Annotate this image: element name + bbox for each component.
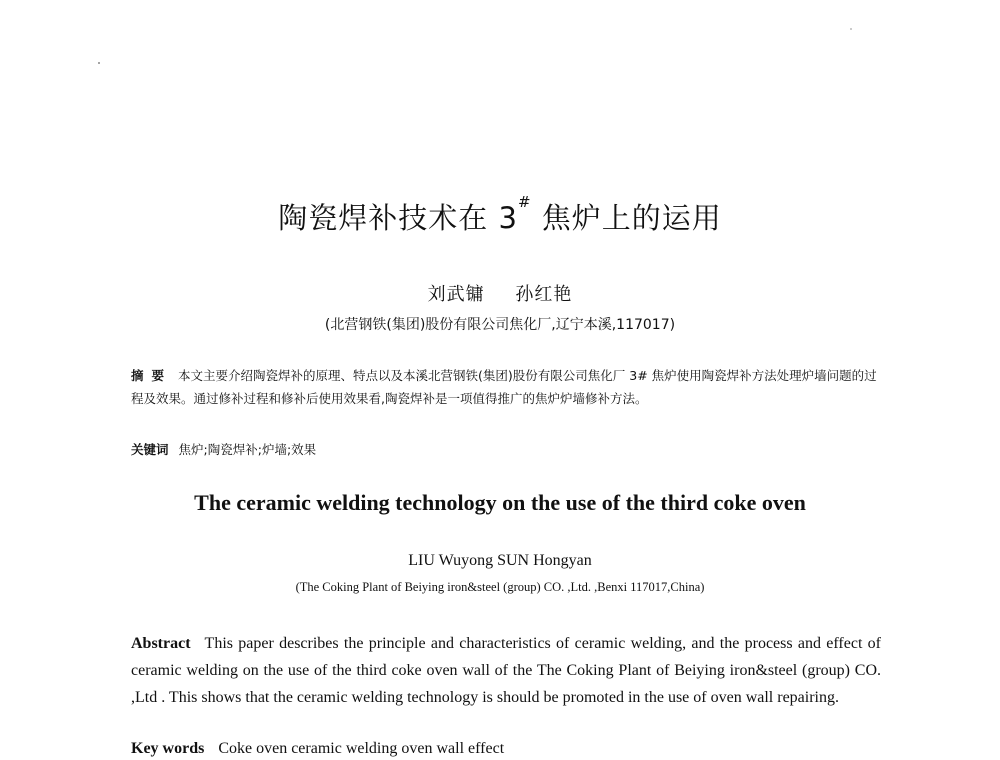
english-abstract [131, 630, 881, 711]
chinese-title [0, 193, 1000, 237]
scan-speck-left [98, 62, 100, 64]
chinese-keywords-label: 关键词 [131, 442, 169, 457]
chinese-keywords-text: 焦炉;陶瓷焊补;炉墙;效果 [178, 442, 317, 457]
english-authors: LIU Wuyong SUN Hongyan [408, 552, 592, 569]
english-abstract-label: Abstract [131, 635, 191, 652]
chinese-affiliation: (北营钢铁(集团)股份有限公司焦化厂,辽宁本溪,117017) [324, 317, 676, 333]
english-keywords-label: Key words [131, 740, 205, 757]
english-abstract-text: This paper describes the principle and characteristics of ceramic welding, and the process and effect of ceramic welding on the use of the third coke oven wall of the The Coking Plant of Beiying iron&steel (group) CO. ,Ltd . This shows that the ceramic welding technology is should be promoted in the use of oven wall repairing. [131, 635, 881, 706]
chinese-title-main: 陶瓷焊补技术在 3 [278, 201, 518, 235]
english-keywords [131, 738, 881, 760]
chinese-authors: 刘武镛 孙红艳 [427, 284, 573, 305]
english-affiliation: (The Coking Plant of Beiying iron&steel (group) CO. ,Ltd. ,Benxi 117017,China) [295, 580, 705, 594]
chinese-abstract-label: 摘要 [131, 368, 173, 383]
english-title: The ceramic welding technology on the use of the third coke oven [194, 490, 806, 515]
chinese-title-tail: 焦炉上的运用 [531, 201, 722, 235]
chinese-abstract [131, 364, 881, 410]
chinese-abstract-text: 本文主要介绍陶瓷焊补的原理、特点以及本溪北营钢铁(集团)股份有限公司焦化厂 3# 焦炉使用陶瓷焊补方法处理炉墙问题的过程及效果。通过修补过程和修补后使用效果看,陶瓷焊补是一项值得推广的焦炉炉墙修补方法。 [131, 368, 877, 406]
chinese-keywords [131, 440, 881, 460]
english-keywords-text: Coke oven ceramic welding oven wall effect [218, 740, 505, 757]
scan-speck-right [850, 28, 852, 30]
chinese-title-superscript: # [517, 193, 532, 211]
